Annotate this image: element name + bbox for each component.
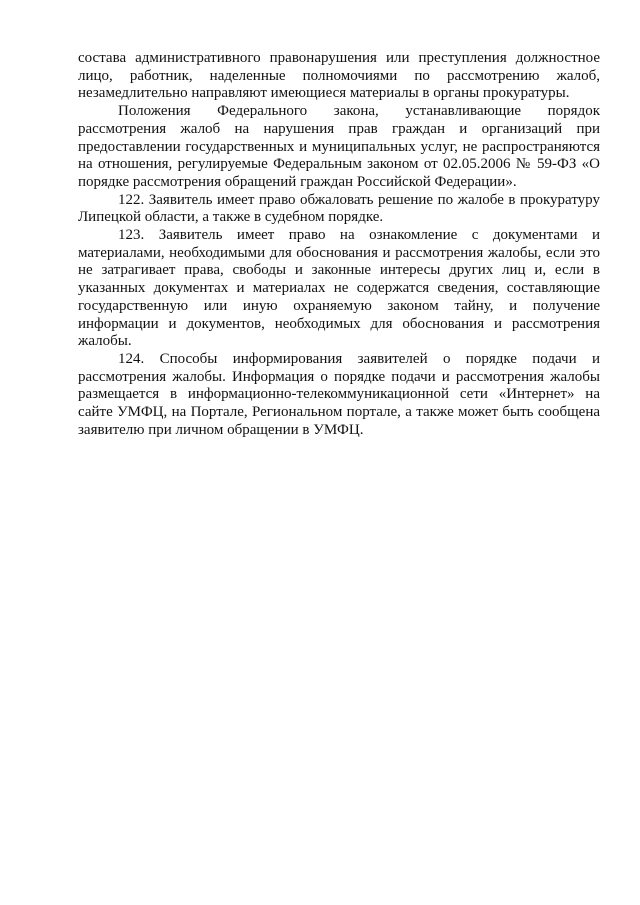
document-body xyxy=(78,50,600,439)
paragraph-123: 123. Заявитель имеет право на ознакомление с документами и материалами, необходимыми для обоснования и рассмотрения жалобы, если это не затрагивает права, свободы и законные интересы других лиц и, если в указанных документах и материалах не содержатся сведения, составляющие государственную или иную охраняемую законом тайну, и получение информации и документов, необходимых для обоснования и рассмотрения жалобы. xyxy=(78,227,600,350)
paragraph-federal-law: Положения Федерального закона, устанавливающие порядок рассмотрения жалоб на нарушения прав граждан и организаций при предоставлении государственных и муниципальных услуг, не распространяются на отношения, регулируемые Федеральным законом от 02.05.2006 № 59-ФЗ «О порядке рассмотрения обращений граждан Российской Федерации». xyxy=(78,103,600,190)
paragraph-continuation: состава административного правонарушения или преступления должностное лицо, работник, наделенные полномочиями по рассмотрению жалоб, незамедлительно направляют имеющиеся материалы в органы прокуратуры. xyxy=(78,50,600,102)
paragraph-122: 122. Заявитель имеет право обжаловать решение по жалобе в прокуратуру Липецкой области, а также в судебном порядке. xyxy=(78,191,600,226)
paragraph-124: 124. Способы информирования заявителей о порядке подачи и рассмотрения жалобы. Информация о порядке подачи и рассмотрения жалобы размещается в информационно-телекоммуникационной сети «Интернет» на сайте УМФЦ, на Портале, Региональном портале, а также может быть сообщена заявителю при личном обращении в УМФЦ. xyxy=(78,350,600,438)
